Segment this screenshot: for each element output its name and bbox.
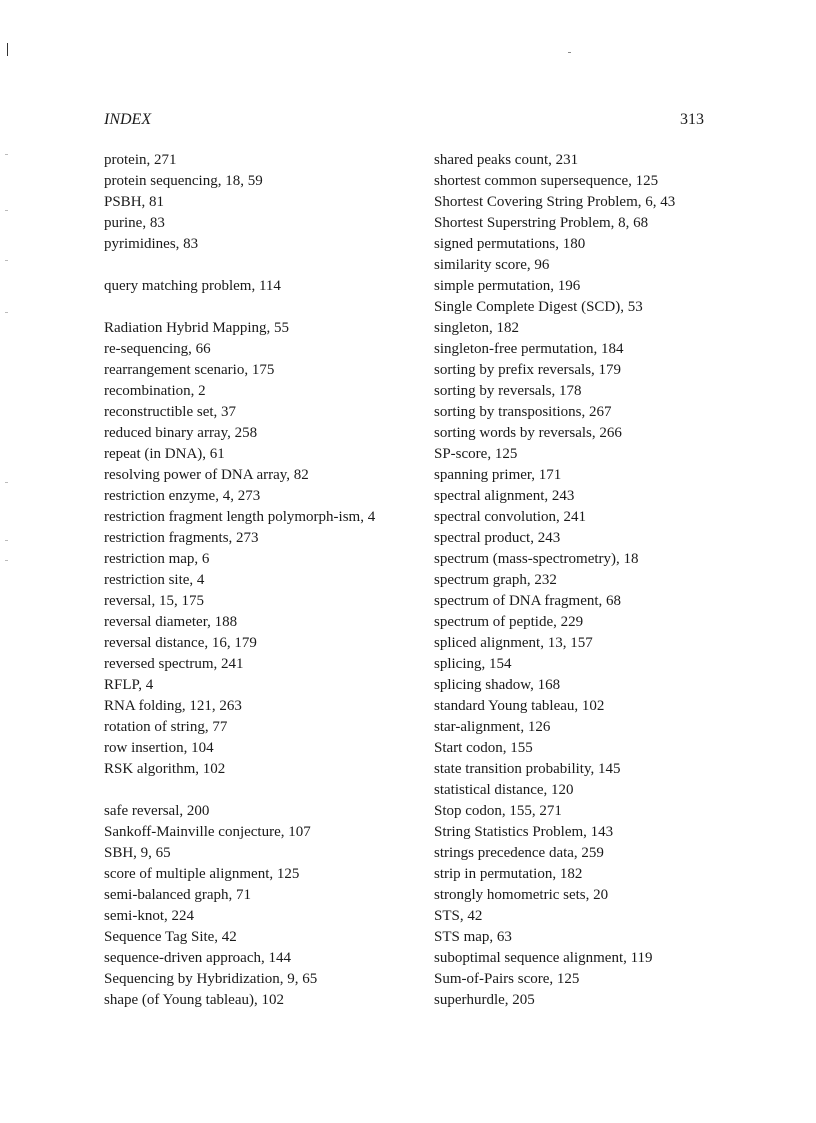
index-entry: Sankoff-Mainville conjecture, 107 [104,824,311,840]
index-entry: RNA folding, 121, 263 [104,698,242,714]
index-entry: reduced binary array, 258 [104,425,258,441]
index-entry: singleton, 182 [434,320,519,336]
scan-speck [568,52,571,53]
index-entry: spectrum of peptide, 229 [434,614,584,630]
index-entry: row insertion, 104 [104,740,214,756]
index-entry: purine, 83 [104,215,165,231]
index-entry: reversal diameter, 188 [104,614,238,630]
index-entry: spliced alignment, 13, 157 [434,635,593,651]
index-group-gap [104,297,394,318]
index-entry: RSK algorithm, 102 [104,761,226,777]
index-entry: spectral convolution, 241 [434,509,587,525]
index-entry: Single Complete Digest (SCD), 53 [434,299,643,315]
scan-speck [5,210,8,211]
index-entry: suboptimal sequence alignment, 119 [434,950,653,966]
index-entry: STS map, 63 [434,929,512,945]
index-entry: String Statistics Problem, 143 [434,824,614,840]
index-entry: sorting by reversals, 178 [434,383,582,399]
index-entry: STS, 42 [434,908,483,924]
index-entry: spectrum of DNA fragment, 68 [434,593,622,609]
index-entry: semi-knot, 224 [104,908,194,924]
index-entry: score of multiple alignment, 125 [104,866,300,882]
index-entry: restriction map, 6 [104,551,210,567]
scan-speck [5,154,8,155]
index-entry: standard Young tableau, 102 [434,698,605,714]
index-entry: Sequence Tag Site, 42 [104,929,237,945]
index-entry: spectrum (mass-spectrometry), 18 [434,551,639,567]
index-entry: sequence-driven approach, 144 [104,950,292,966]
index-entry: statistical distance, 120 [434,782,574,798]
index-entry: rotation of string, 77 [104,719,228,735]
index-entry: sorting by prefix reversals, 179 [434,362,622,378]
page-number: 313 [680,111,704,128]
index-entry: PSBH, 81 [104,194,165,210]
index-entry: spectral alignment, 243 [434,488,575,504]
index-entry: protein, 271 [104,152,177,168]
index-entry: reversed spectrum, 241 [104,656,244,672]
index-entry: Radiation Hybrid Mapping, 55 [104,320,289,336]
index-entry: Shortest Covering String Problem, 6, 43 [434,194,676,210]
index-entry: Start codon, 155 [434,740,533,756]
index-entry: reconstructible set, 37 [104,404,237,420]
index-entry: RFLP, 4 [104,677,154,693]
index-entry: spectral product, 243 [434,530,561,546]
index-entry: signed permutations, 180 [434,236,586,252]
page-header [104,111,704,133]
index-entry: protein sequencing, 18, 59 [104,173,263,189]
index-entry: Sequencing by Hybridization, 9, 65 [104,971,318,987]
index-entry: Stop codon, 155, 271 [434,803,562,819]
index-entry: splicing shadow, 168 [434,677,561,693]
index-entry: strings precedence data, 259 [434,845,604,861]
index-entry: strip in permutation, 182 [434,866,583,882]
index-entry: spectrum graph, 232 [434,572,557,588]
index-entry: splicing, 154 [434,656,512,672]
index-entry: shape (of Young tableau), 102 [104,992,284,1008]
index-entry: semi-balanced graph, 71 [104,887,252,903]
index-entry: query matching problem, 114 [104,278,281,294]
index-entry: restriction fragment length polymorph-ism, 4 [104,509,376,525]
scan-speck [5,312,8,313]
margin-tick-mark [7,43,8,56]
scan-speck [5,540,8,541]
index-entry: Shortest Superstring Problem, 8, 68 [434,215,649,231]
index-entry: resolving power of DNA array, 82 [104,467,309,483]
index-entry: pyrimidines, 83 [104,236,199,252]
index-group-gap [104,780,394,801]
index-entry: shared peaks count, 231 [434,152,579,168]
index-column-right [434,150,719,1011]
index-entry: Sum-of-Pairs score, 125 [434,971,580,987]
scan-speck [5,482,8,483]
index-entry: SBH, 9, 65 [104,845,171,861]
index-entry: restriction enzyme, 4, 273 [104,488,261,504]
index-entry: superhurdle, 205 [434,992,535,1008]
index-entry: re-sequencing, 66 [104,341,211,357]
index-entry: reversal, 15, 175 [104,593,204,609]
running-head: INDEX [104,111,152,128]
index-entry: recombination, 2 [104,383,206,399]
index-entry: safe reversal, 200 [104,803,210,819]
index-entry: similarity score, 96 [434,257,550,273]
index-entry: restriction fragments, 273 [104,530,259,546]
index-entry: sorting by transpositions, 267 [434,404,612,420]
index-group-gap [104,255,394,276]
index-entry: SP-score, 125 [434,446,518,462]
index-entry: spanning primer, 171 [434,467,562,483]
index-column-left [104,150,394,1011]
scan-speck [5,260,8,261]
scan-speck [5,560,8,561]
index-entry: repeat (in DNA), 61 [104,446,225,462]
index-entry: strongly homometric sets, 20 [434,887,609,903]
index-entry: singleton-free permutation, 184 [434,341,624,357]
index-entry: rearrangement scenario, 175 [104,362,275,378]
index-entry: reversal distance, 16, 179 [104,635,257,651]
index-entry: star-alignment, 126 [434,719,551,735]
index-entry: restriction site, 4 [104,572,205,588]
index-entry: simple permutation, 196 [434,278,581,294]
index-entry: sorting words by reversals, 266 [434,425,622,441]
index-entry: state transition probability, 145 [434,761,621,777]
index-entry: shortest common supersequence, 125 [434,173,659,189]
